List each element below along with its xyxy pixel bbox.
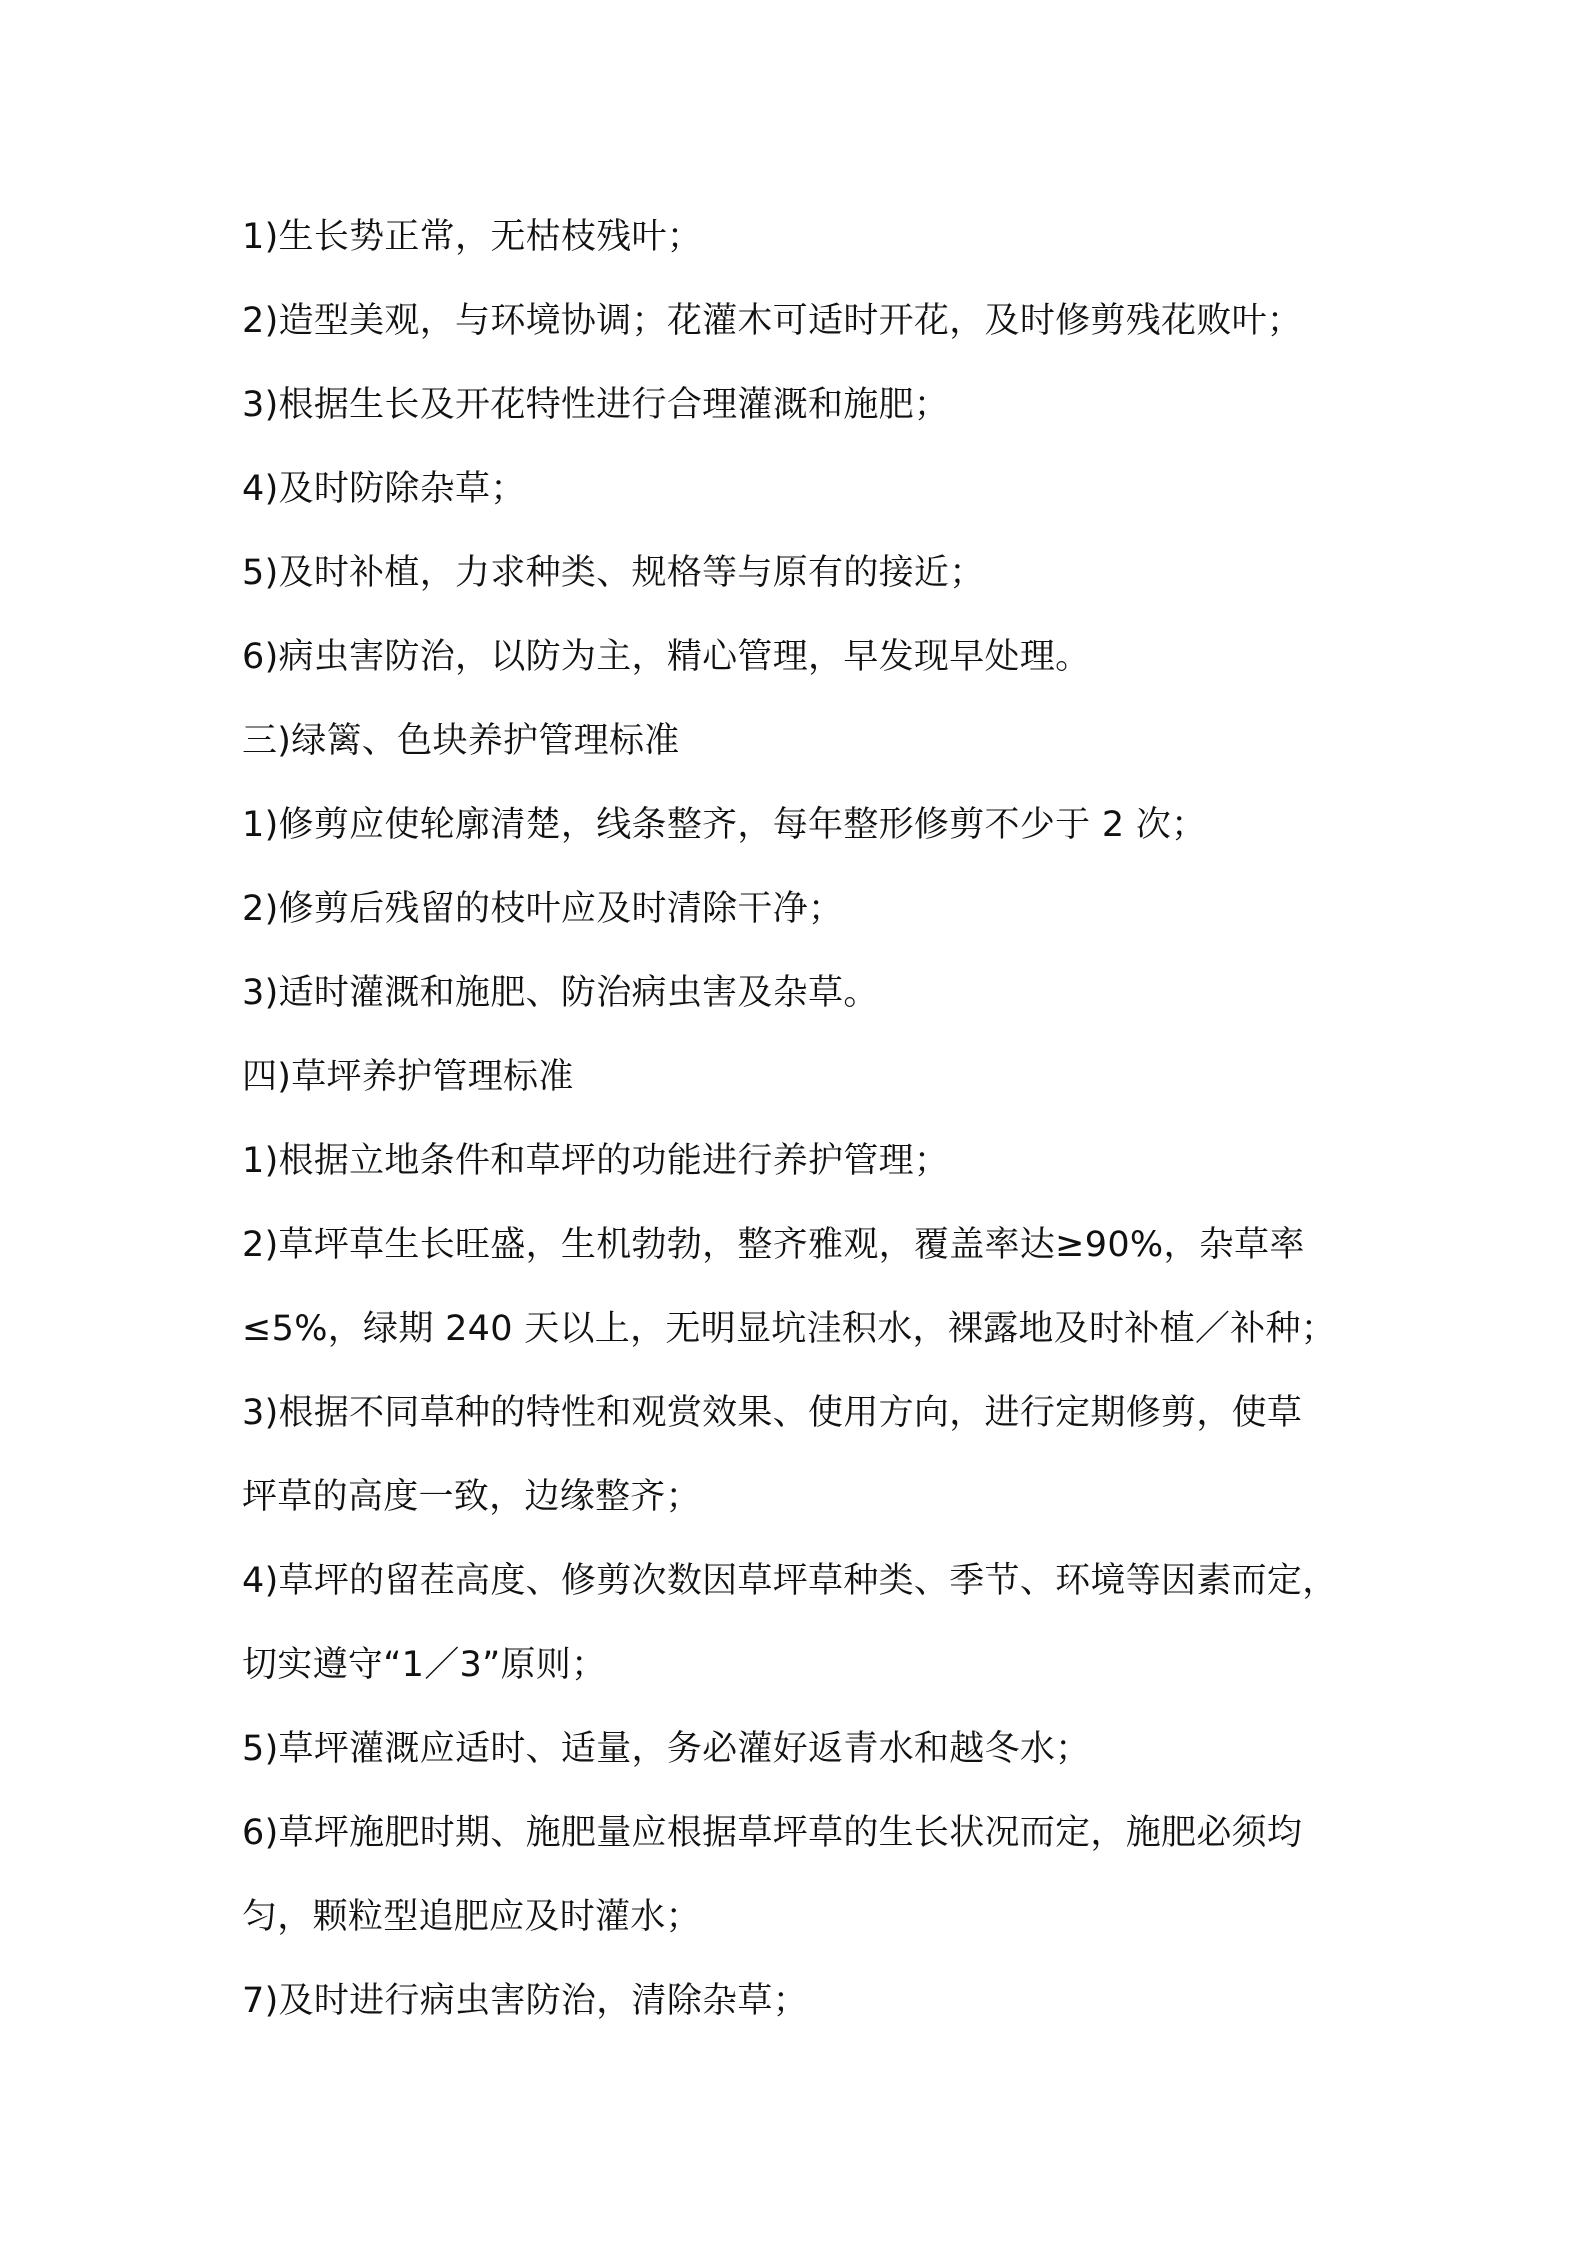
list-item-shrub-4: 4)及时防除杂草； <box>242 469 526 509</box>
list-item-lawn-2: 2)草坪草生长旺盛，生机勃勃，整齐雅观，覆盖率达≥90%，杂草率 <box>242 1225 1305 1265</box>
list-item-hedge-3: 3)适时灌溉和施肥、防治病虫害及杂草。 <box>242 973 879 1013</box>
list-item-lawn-6: 6)草坪施肥时期、施肥量应根据草坪草的生长状况而定，施肥必须均 <box>242 1813 1303 1853</box>
list-item-shrub-2: 2)造型美观，与环境协调；花灌木可适时开花，及时修剪残花败叶； <box>242 301 1303 341</box>
list-item-lawn-3-cont: 坪草的高度一致，边缘整齐； <box>242 1477 701 1517</box>
section-heading-lawn: 四)草坪养护管理标准 <box>242 1057 574 1097</box>
list-item-shrub-5: 5)及时补植，力求种类、规格等与原有的接近； <box>242 553 985 593</box>
section-heading-hedge: 三)绿篱、色块养护管理标准 <box>242 721 680 761</box>
list-item-lawn-1: 1)根据立地条件和草坪的功能进行养护管理； <box>242 1141 950 1181</box>
list-item-lawn-5: 5)草坪灌溉应适时、适量，务必灌好返青水和越冬水； <box>242 1729 1091 1769</box>
list-item-shrub-1: 1)生长势正常，无枯枝残叶； <box>242 217 703 257</box>
list-item-lawn-6-cont: 匀，颗粒型追肥应及时灌水； <box>242 1897 701 1937</box>
list-item-hedge-2: 2)修剪后残留的枝叶应及时清除干净； <box>242 889 844 929</box>
list-item-shrub-6: 6)病虫害防治，以防为主，精心管理，早发现早处理。 <box>242 637 1091 677</box>
list-item-lawn-2-cont: ≤5%，绿期 240 天以上，无明显坑洼积水，裸露地及时补植／补种； <box>242 1309 1337 1349</box>
list-item-lawn-3: 3)根据不同草种的特性和观赏效果、使用方向，进行定期修剪，使草 <box>242 1393 1303 1433</box>
list-item-lawn-4-cont: 切实遵守“1／3”原则； <box>242 1645 607 1685</box>
document-body <box>242 195 1352 2043</box>
list-item-lawn-4: 4)草坪的留茬高度、修剪次数因草坪草种类、季节、环境等因素而定， <box>242 1561 1338 1601</box>
list-item-hedge-1: 1)修剪应使轮廓清楚，线条整齐，每年整形修剪不少于 2 次； <box>242 805 1207 845</box>
list-item-lawn-7: 7)及时进行病虫害防治，清除杂草； <box>242 1981 809 2021</box>
list-item-shrub-3: 3)根据生长及开花特性进行合理灌溉和施肥； <box>242 385 950 425</box>
